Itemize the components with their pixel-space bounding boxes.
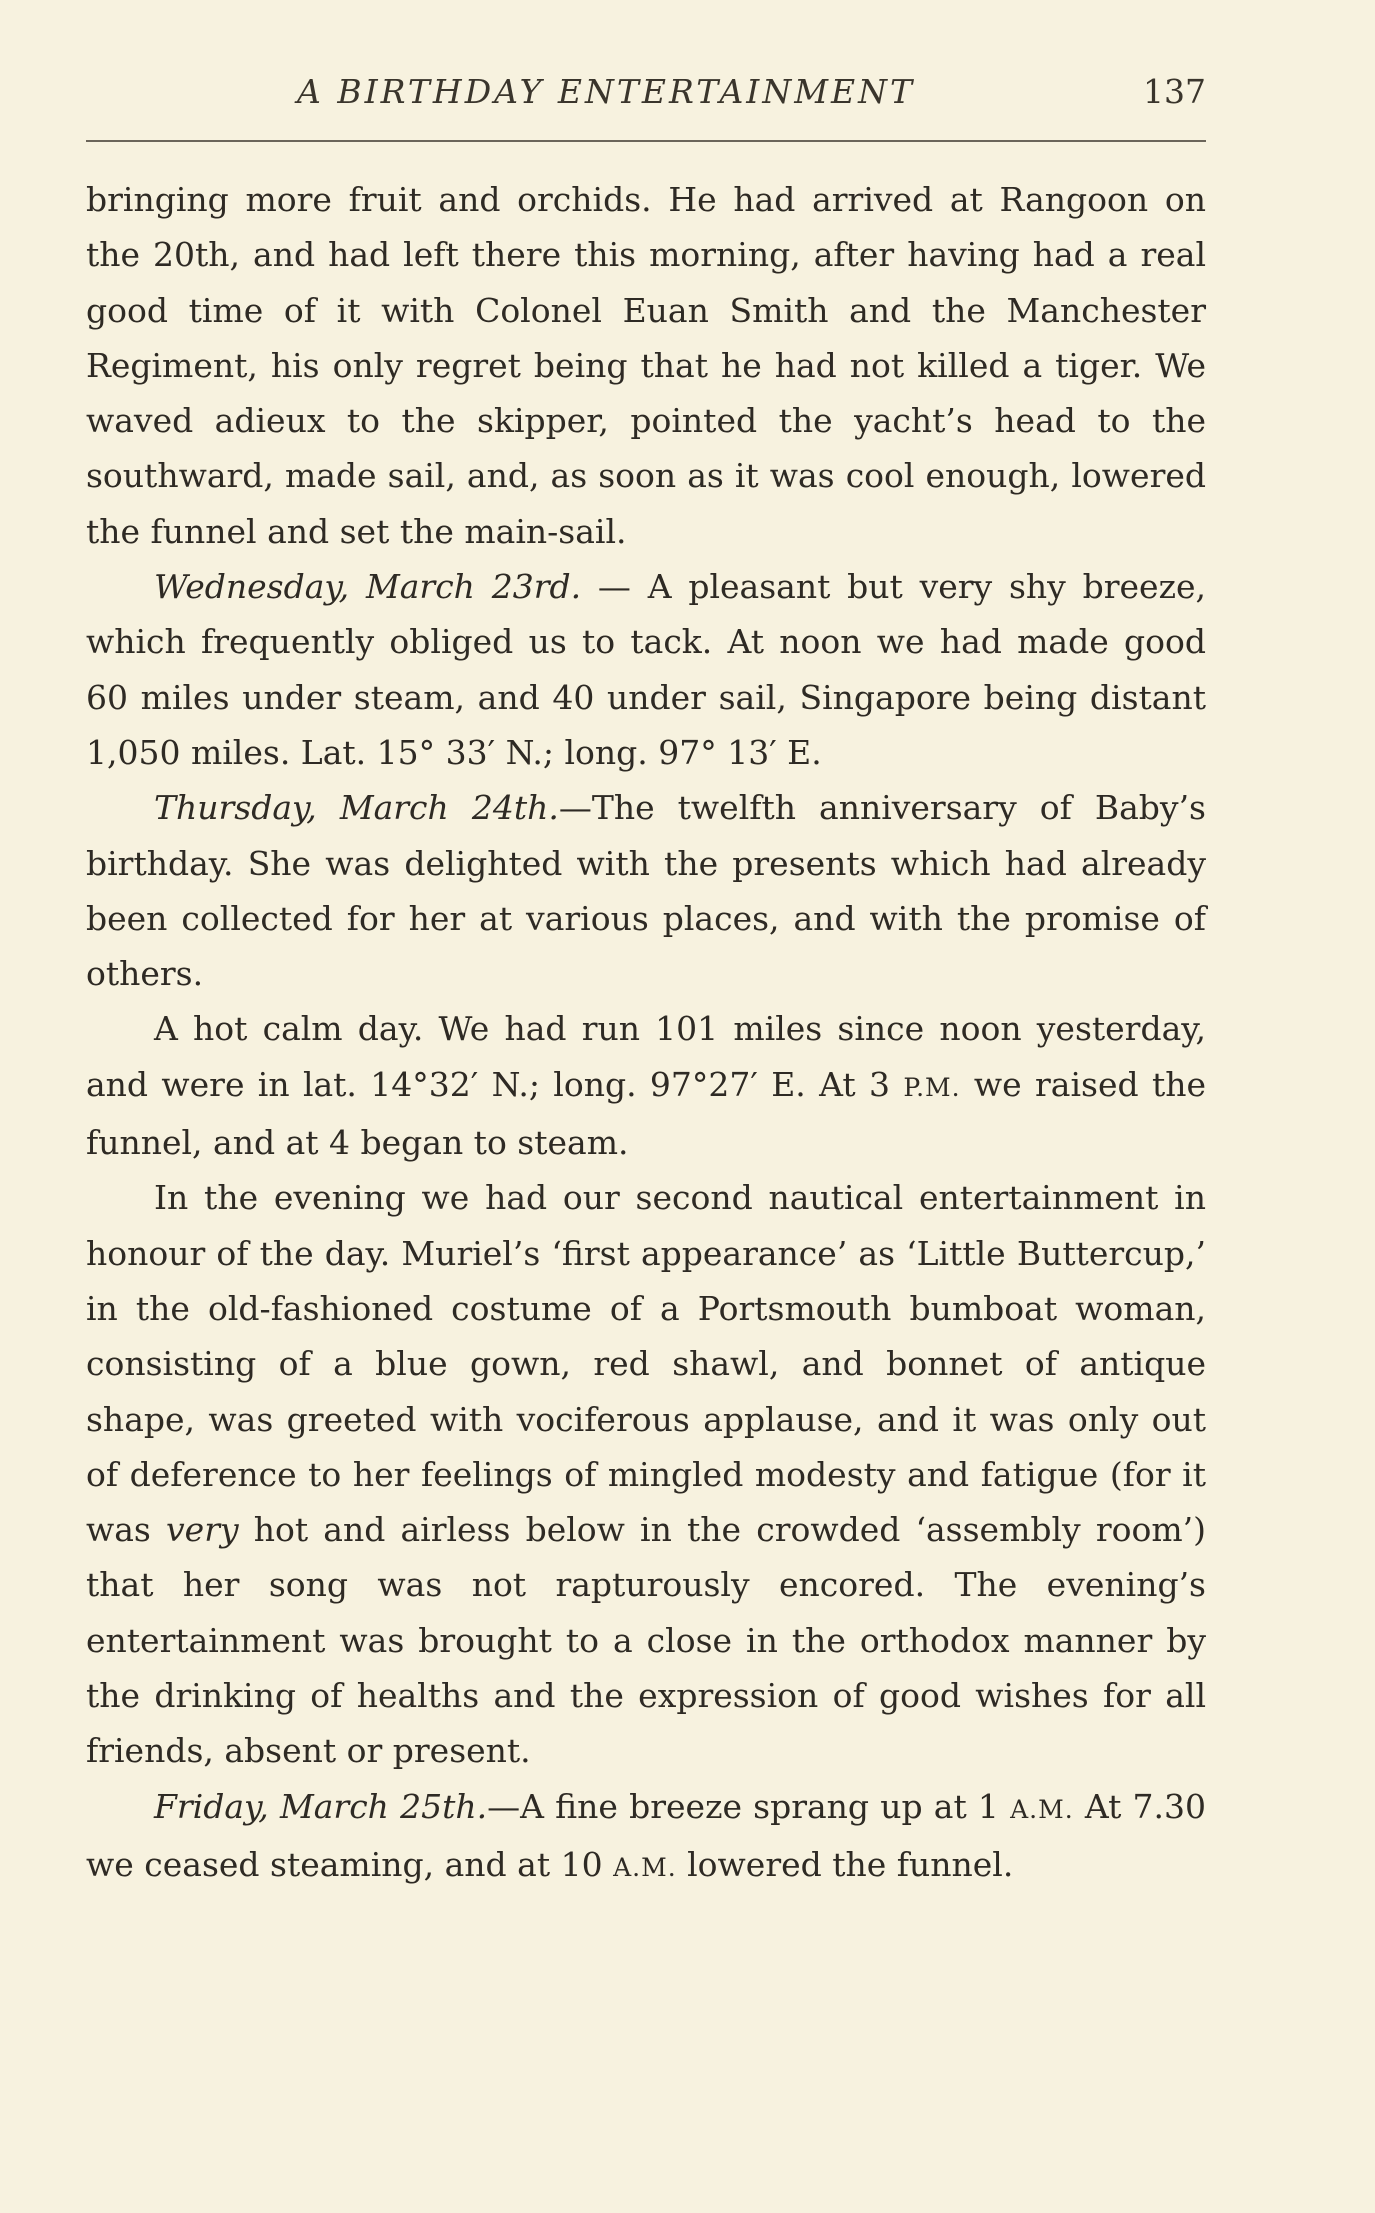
running-title: A BIRTHDAY ENTERTAINMENT <box>297 72 915 111</box>
paragraph-5 <box>86 1170 1206 1778</box>
entry-date-march-25: Friday, March 25th. <box>154 1786 488 1826</box>
paragraph-4 <box>86 1001 1206 1170</box>
paragraph-4-text-a: A hot calm day. We had run 101 miles since noon yesterday, and were in lat. 14°32′ N.; long. 97°27′ E. At 3 <box>86 1009 1206 1104</box>
entry-date-march-24: Thursday, March 24th. <box>154 788 559 828</box>
paragraph-2-text: — A pleasant but very shy breeze, which frequently obliged us to tack. At noon we had made good 60 miles under steam, and 40 under sail, Singapore being distant 1,050 miles. Lat. 15° 33′ N.; long. 97° 13′ E. <box>86 567 1206 772</box>
paragraph-1-text: bringing more fruit and orchids. He had arrived at Rangoon on the 20th, and had left there this morning, after having had a real good time of it with Colonel Euan Smith and the Manchester Regiment, his only regret being that he had not killed a tiger. We waved adieux to the skipper, pointed the yacht’s head to the southward, made sail, and, as soon as it was cool enough, lowered the funnel and set the main-sail. <box>86 180 1206 551</box>
page-number: 137 <box>1143 72 1206 111</box>
paragraph-6-text-b: At 7.30 we ceased steaming, and at 10 <box>86 1786 1207 1884</box>
paragraph-6-text-c: lowered the funnel. <box>676 1844 1014 1884</box>
entry-date-march-23: Wednesday, March 23rd. <box>154 567 582 607</box>
paragraph-4-text-b: we raised the funnel, and at 4 began to steam. <box>86 1064 1206 1163</box>
header-rule <box>86 140 1206 142</box>
time-pm: P.M. <box>903 1072 961 1102</box>
body-text <box>86 172 1206 1895</box>
running-head <box>86 70 1206 120</box>
paragraph-6 <box>86 1779 1206 1896</box>
paragraph-3-text: —The twelfth anniversary of Baby’s birthday. She was delighted with the presents which had already been collected for her at various places, and with the promise of others. <box>86 788 1206 994</box>
paragraph-2 <box>86 559 1206 780</box>
paragraph-5-text-b: hot and airless below in the crowded ‘assembly room’) that her song was not rapturously encored. The evening’s entertainment was brought to a close in the orthodox manner by the drinking of healths and the expression of good wishes for all friends, absent or present. <box>86 1510 1206 1771</box>
time-am-2: A.M. <box>613 1852 677 1882</box>
time-am-1: A.M. <box>1010 1794 1074 1824</box>
emphasis-very: very <box>166 1510 239 1550</box>
paragraph-5-text-a: In the evening we had our second nautical entertainment in honour of the day. Muriel’s ‘first appearance’ as ‘Little Buttercup,’ in the old-fashioned costume of a Portsmouth bumboat woman, consisting of a blue gown, red shawl, and bonnet of antique shape, was greeted with vociferous applause, and it was only out of deference to her feelings of mingled modesty and fatigue (for it was <box>86 1178 1206 1550</box>
paragraph-6-text-a: —A fine breeze sprang up at 1 <box>487 1786 1011 1826</box>
paragraph-1 <box>86 172 1206 559</box>
paragraph-3 <box>86 780 1206 1001</box>
